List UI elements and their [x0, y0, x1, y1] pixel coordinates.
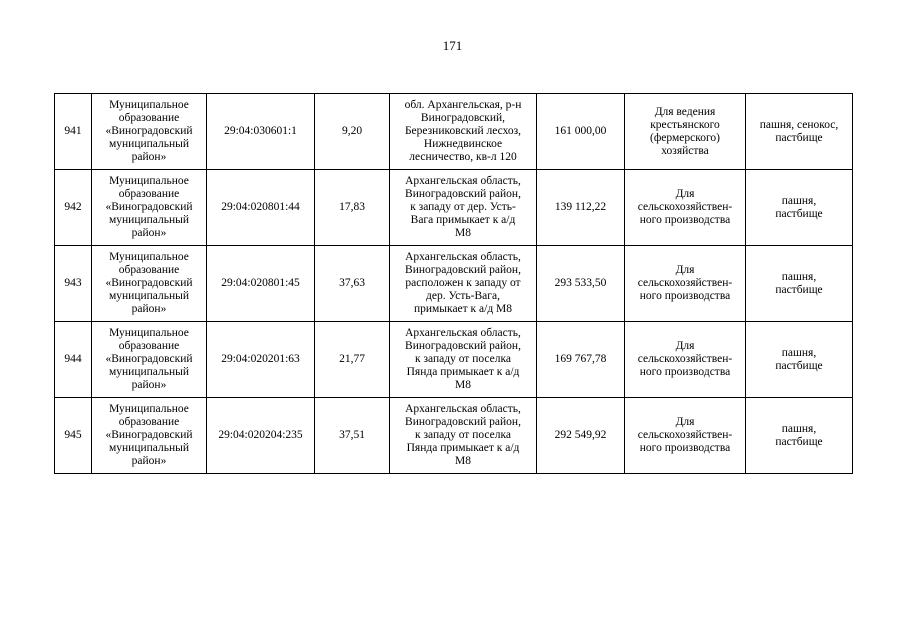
location-line: Виноградовский район, — [405, 188, 521, 200]
owner-line: образование — [118, 188, 180, 200]
page-number: 171 — [442, 38, 463, 53]
location-line: Вага примыкает к а/д — [410, 214, 516, 226]
area-cell: 9,20 — [315, 94, 390, 170]
owner-line: образование — [118, 340, 180, 352]
use-line: Для — [675, 188, 695, 200]
area-cell: 21,77 — [315, 322, 390, 398]
location-line: расположен к западу от — [405, 277, 521, 289]
land-type-line: пастбище — [775, 283, 823, 296]
land-type-cell — [746, 170, 853, 246]
use-line: Для ведения — [654, 105, 716, 118]
location-cell — [390, 94, 537, 170]
owner-cell — [92, 322, 207, 398]
owner-line: «Виноградовский — [105, 125, 193, 137]
use-line: сельскохозяйствен- — [637, 353, 733, 365]
use-line: ного производства — [639, 214, 731, 226]
owner-line: район» — [131, 455, 167, 467]
location-cell — [390, 322, 537, 398]
location-line: М8 — [455, 379, 471, 391]
row-number-cell: 941 — [55, 94, 92, 170]
owner-line: «Виноградовский — [105, 201, 193, 213]
location-line: лесничество, кв-л 120 — [409, 151, 517, 163]
owner-line: Муниципальное — [109, 403, 189, 415]
land-type-line: пашня, — [781, 270, 817, 283]
location-line: Архангельская область, — [405, 251, 521, 263]
use-line: сельскохозяйствен- — [637, 201, 733, 213]
land-type-line: пастбище — [775, 435, 823, 448]
owner-line: «Виноградовский — [105, 277, 193, 289]
land-plots-table — [54, 93, 853, 474]
use-line: сельскохозяйствен- — [637, 429, 733, 441]
owner-line: район» — [131, 227, 167, 239]
area-cell: 17,83 — [315, 170, 390, 246]
table-row — [55, 170, 853, 246]
location-line: дер. Усть-Вага, — [426, 290, 500, 302]
owner-cell — [92, 94, 207, 170]
area-cell: 37,51 — [315, 398, 390, 474]
land-type-line: пастбище — [775, 131, 823, 144]
land-type-line: пашня, — [781, 194, 817, 207]
location-line: Пянда примыкает к а/д — [406, 442, 520, 454]
permitted-use-cell — [625, 398, 746, 474]
land-type-cell — [746, 322, 853, 398]
land-type-cell — [746, 94, 853, 170]
row-number-cell: 944 — [55, 322, 92, 398]
use-line: ного производства — [639, 290, 731, 302]
use-line: Для — [675, 264, 695, 276]
land-type-line: пашня, — [781, 422, 817, 435]
owner-line: «Виноградовский — [105, 353, 193, 365]
owner-cell — [92, 246, 207, 322]
owner-line: Муниципальное — [109, 99, 189, 111]
use-line: (фермерского) — [650, 131, 720, 144]
land-type-line: пастбище — [775, 359, 823, 372]
owner-line: образование — [118, 264, 180, 276]
location-line: к западу от поселка — [415, 429, 511, 441]
owner-line: Муниципальное — [109, 175, 189, 187]
location-line: Архангельская область, — [405, 175, 521, 187]
table-row — [55, 246, 853, 322]
row-number-cell: 945 — [55, 398, 92, 474]
location-line: Пянда примыкает к а/д — [406, 366, 520, 378]
price-cell: 161 000,00 — [537, 94, 625, 170]
location-line: Березниковский лесхоз, — [404, 125, 522, 137]
owner-line: Муниципальное — [109, 327, 189, 339]
location-line: к западу от дер. Усть- — [410, 201, 516, 213]
owner-line: «Виноградовский — [105, 429, 193, 441]
use-line: Для — [675, 416, 695, 428]
land-type-line: пашня, — [781, 346, 817, 359]
owner-line: район» — [131, 303, 167, 315]
table-row — [55, 322, 853, 398]
cadastral-number-cell: 29:04:020201:63 — [207, 322, 315, 398]
owner-line: образование — [118, 416, 180, 428]
price-cell: 292 549,92 — [537, 398, 625, 474]
use-line: Для — [675, 340, 695, 352]
location-line: Архангельская область, — [405, 327, 521, 339]
use-line: сельскохозяйствен- — [637, 277, 733, 289]
land-type-line: пашня, сенокос, — [759, 118, 839, 131]
cadastral-number-cell: 29:04:030601:1 — [207, 94, 315, 170]
land-type-line: пастбище — [775, 207, 823, 220]
owner-line: муниципальный — [108, 366, 190, 378]
location-line: Архангельская область, — [405, 403, 521, 415]
owner-cell — [92, 170, 207, 246]
cadastral-number-cell: 29:04:020801:44 — [207, 170, 315, 246]
table-row — [55, 94, 853, 170]
owner-line: муниципальный — [108, 214, 190, 226]
use-line: ного производства — [639, 366, 731, 378]
row-number-cell: 942 — [55, 170, 92, 246]
use-line: крестьянского — [650, 118, 720, 131]
location-line: Нижнедвинское — [423, 138, 503, 150]
cadastral-number-cell: 29:04:020801:45 — [207, 246, 315, 322]
price-cell: 139 112,22 — [537, 170, 625, 246]
owner-line: район» — [131, 379, 167, 391]
price-cell: 169 767,78 — [537, 322, 625, 398]
location-cell — [390, 398, 537, 474]
permitted-use-cell — [625, 170, 746, 246]
use-line: ного производства — [639, 442, 731, 454]
location-line: Виноградовский район, — [405, 416, 521, 428]
location-line: к западу от поселка — [415, 353, 511, 365]
location-line: примыкает к а/д М8 — [413, 303, 513, 315]
row-number-cell: 943 — [55, 246, 92, 322]
location-line: М8 — [455, 227, 471, 239]
owner-cell — [92, 398, 207, 474]
owner-line: образование — [118, 112, 180, 124]
cadastral-number-cell: 29:04:020204:235 — [207, 398, 315, 474]
location-cell — [390, 246, 537, 322]
owner-line: муниципальный — [108, 138, 190, 150]
location-line: Виноградовский район, — [405, 264, 521, 276]
owner-line: Муниципальное — [109, 251, 189, 263]
location-cell — [390, 170, 537, 246]
location-line: Виноградовский район, — [405, 340, 521, 352]
permitted-use-cell — [625, 246, 746, 322]
owner-line: муниципальный — [108, 290, 190, 302]
area-cell: 37,63 — [315, 246, 390, 322]
owner-line: район» — [131, 151, 167, 163]
location-line: Виноградовский, — [420, 112, 506, 124]
location-line: обл. Архангельская, р-н — [404, 99, 522, 111]
land-type-cell — [746, 398, 853, 474]
price-cell: 293 533,50 — [537, 246, 625, 322]
permitted-use-cell — [625, 94, 746, 170]
land-type-cell — [746, 246, 853, 322]
use-line: хозяйства — [661, 144, 709, 157]
owner-line: муниципальный — [108, 442, 190, 454]
table-row — [55, 398, 853, 474]
permitted-use-cell — [625, 322, 746, 398]
location-line: М8 — [455, 455, 471, 467]
